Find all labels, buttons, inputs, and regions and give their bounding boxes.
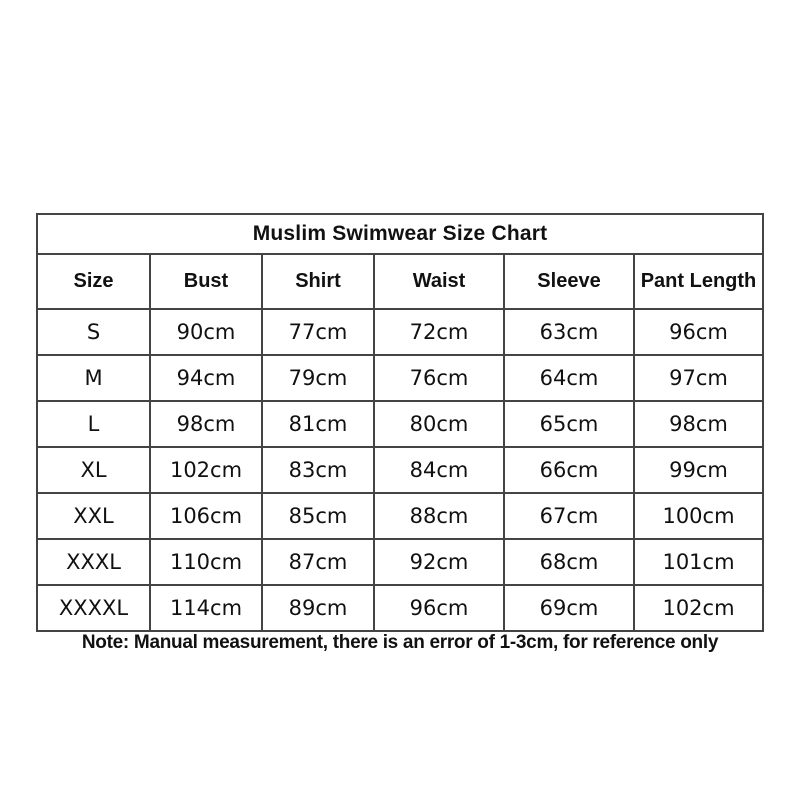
cell-waist: 84cm (374, 447, 504, 493)
header-size: Size (38, 255, 150, 309)
table-row (38, 493, 762, 539)
cell-bust: 90cm (150, 309, 262, 355)
table-row (38, 447, 762, 493)
cell-pant-length: 101cm (634, 539, 762, 585)
header-shirt: Shirt (262, 255, 374, 309)
cell-waist: 92cm (374, 539, 504, 585)
cell-shirt: 85cm (262, 493, 374, 539)
size-chart (36, 213, 764, 632)
table-row (38, 539, 762, 585)
cell-size: M (38, 355, 150, 401)
cell-bust: 98cm (150, 401, 262, 447)
measurement-note: Note: Manual measurement, there is an error of 1-3cm, for reference only (81, 632, 719, 653)
cell-waist: 96cm (374, 585, 504, 630)
cell-pant-length: 96cm (634, 309, 762, 355)
cell-shirt: 87cm (262, 539, 374, 585)
cell-shirt: 79cm (262, 355, 374, 401)
cell-sleeve: 67cm (504, 493, 634, 539)
cell-waist: 72cm (374, 309, 504, 355)
table-row (38, 401, 762, 447)
cell-sleeve: 66cm (504, 447, 634, 493)
cell-sleeve: 69cm (504, 585, 634, 630)
cell-sleeve: 68cm (504, 539, 634, 585)
cell-waist: 76cm (374, 355, 504, 401)
table-row (38, 585, 762, 630)
header-waist: Waist (374, 255, 504, 309)
header-sleeve: Sleeve (504, 255, 634, 309)
cell-bust: 102cm (150, 447, 262, 493)
cell-size: XL (38, 447, 150, 493)
cell-size: XXL (38, 493, 150, 539)
cell-pant-length: 102cm (662, 596, 735, 620)
cell-shirt: 77cm (262, 309, 374, 355)
cell-waist: 80cm (374, 401, 504, 447)
cell-shirt: 83cm (262, 447, 374, 493)
header-pant-length: Pant Length (634, 255, 762, 309)
cell-pant-length: 99cm (634, 447, 762, 493)
cell-size: L (38, 401, 150, 447)
cell-sleeve: 64cm (504, 355, 634, 401)
cell-size: XXXL (38, 539, 150, 585)
cell-pant-length: 97cm (634, 355, 762, 401)
cell-pant-length: 98cm (634, 401, 762, 447)
cell-shirt: 89cm (262, 585, 374, 630)
cell-bust: 114cm (150, 585, 262, 630)
cell-bust: 106cm (150, 493, 262, 539)
cell-bust: 110cm (150, 539, 262, 585)
cell-bust: 94cm (150, 355, 262, 401)
header-bust: Bust (150, 255, 262, 309)
size-table (38, 255, 762, 630)
table-row (38, 355, 762, 401)
cell-sleeve: 63cm (504, 309, 634, 355)
cell-size: S (38, 309, 150, 355)
cell-size: XXXXL (38, 585, 150, 630)
header-row (38, 255, 762, 309)
table-row (38, 309, 762, 355)
cell-waist: 88cm (374, 493, 504, 539)
cell-pant-length: 100cm (634, 493, 762, 539)
cell-shirt: 81cm (262, 401, 374, 447)
cell-sleeve: 65cm (504, 401, 634, 447)
chart-title: Muslim Swimwear Size Chart (38, 215, 762, 255)
